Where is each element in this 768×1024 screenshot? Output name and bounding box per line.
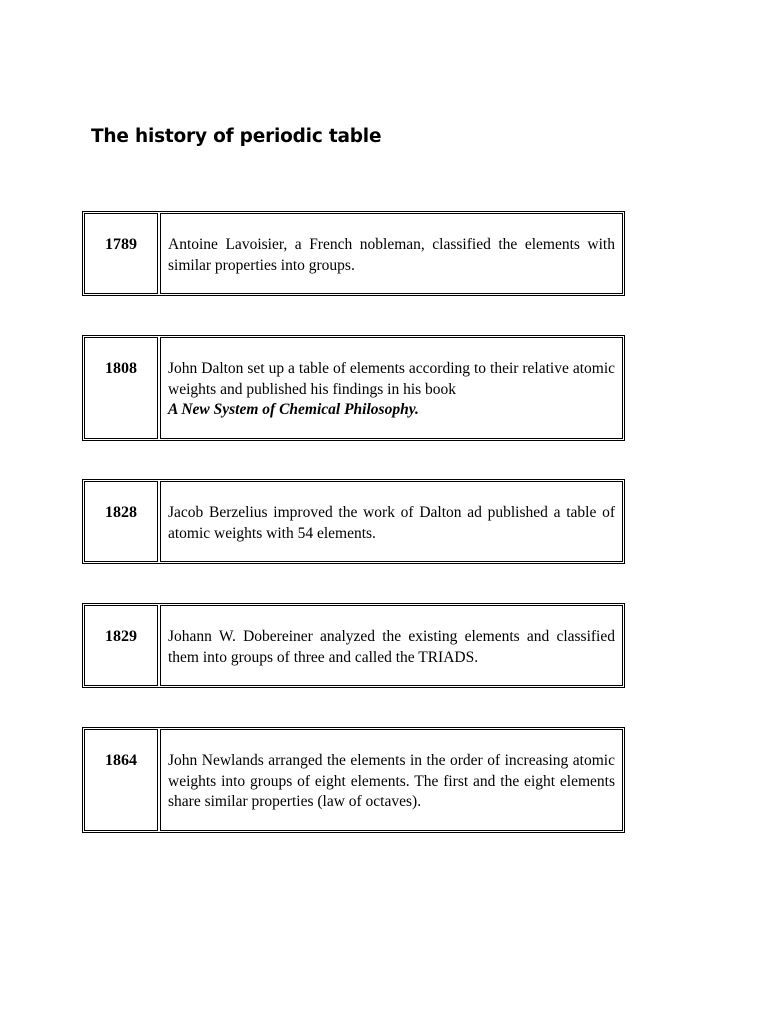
entry-description	[160, 729, 623, 831]
entry-description	[160, 481, 623, 562]
entry-description-text: John Dalton set up a table of elements according to their relative atomic weights and published his findings in his book	[168, 360, 615, 398]
entry-year: 1789	[84, 213, 158, 294]
entry-year: 1829	[84, 605, 158, 686]
entry-year: 1828	[84, 481, 158, 562]
entry-description-text: John Newlands arranged the elements in the order of increasing atomic weights into groups of eight elements. The first and the eight elements share similar properties (law of octaves).	[168, 752, 615, 810]
entry-description-text: Jacob Berzelius improved the work of Dalton ad published a table of atomic weights with 54 elements.	[168, 504, 615, 542]
timeline-entry-1864	[82, 727, 625, 833]
entry-description	[160, 337, 623, 439]
timeline-entry-1789	[82, 211, 625, 296]
entry-year: 1864	[84, 729, 158, 831]
timeline-entry-1829	[82, 603, 625, 688]
book-title: A New System of Chemical Philosophy.	[168, 401, 419, 418]
entry-description-text: Johann W. Dobereiner analyzed the existing elements and classified them into groups of three and called the TRIADS.	[168, 628, 615, 666]
entry-description-text: Antoine Lavoisier, a French nobleman, classified the elements with similar properties into groups.	[168, 236, 615, 274]
entry-year: 1808	[84, 337, 158, 439]
timeline-entry-1808	[82, 335, 625, 441]
timeline-entry-1828	[82, 479, 625, 564]
entry-description	[160, 605, 623, 686]
entry-description	[160, 213, 623, 294]
page-title: The history of periodic table	[91, 126, 382, 147]
